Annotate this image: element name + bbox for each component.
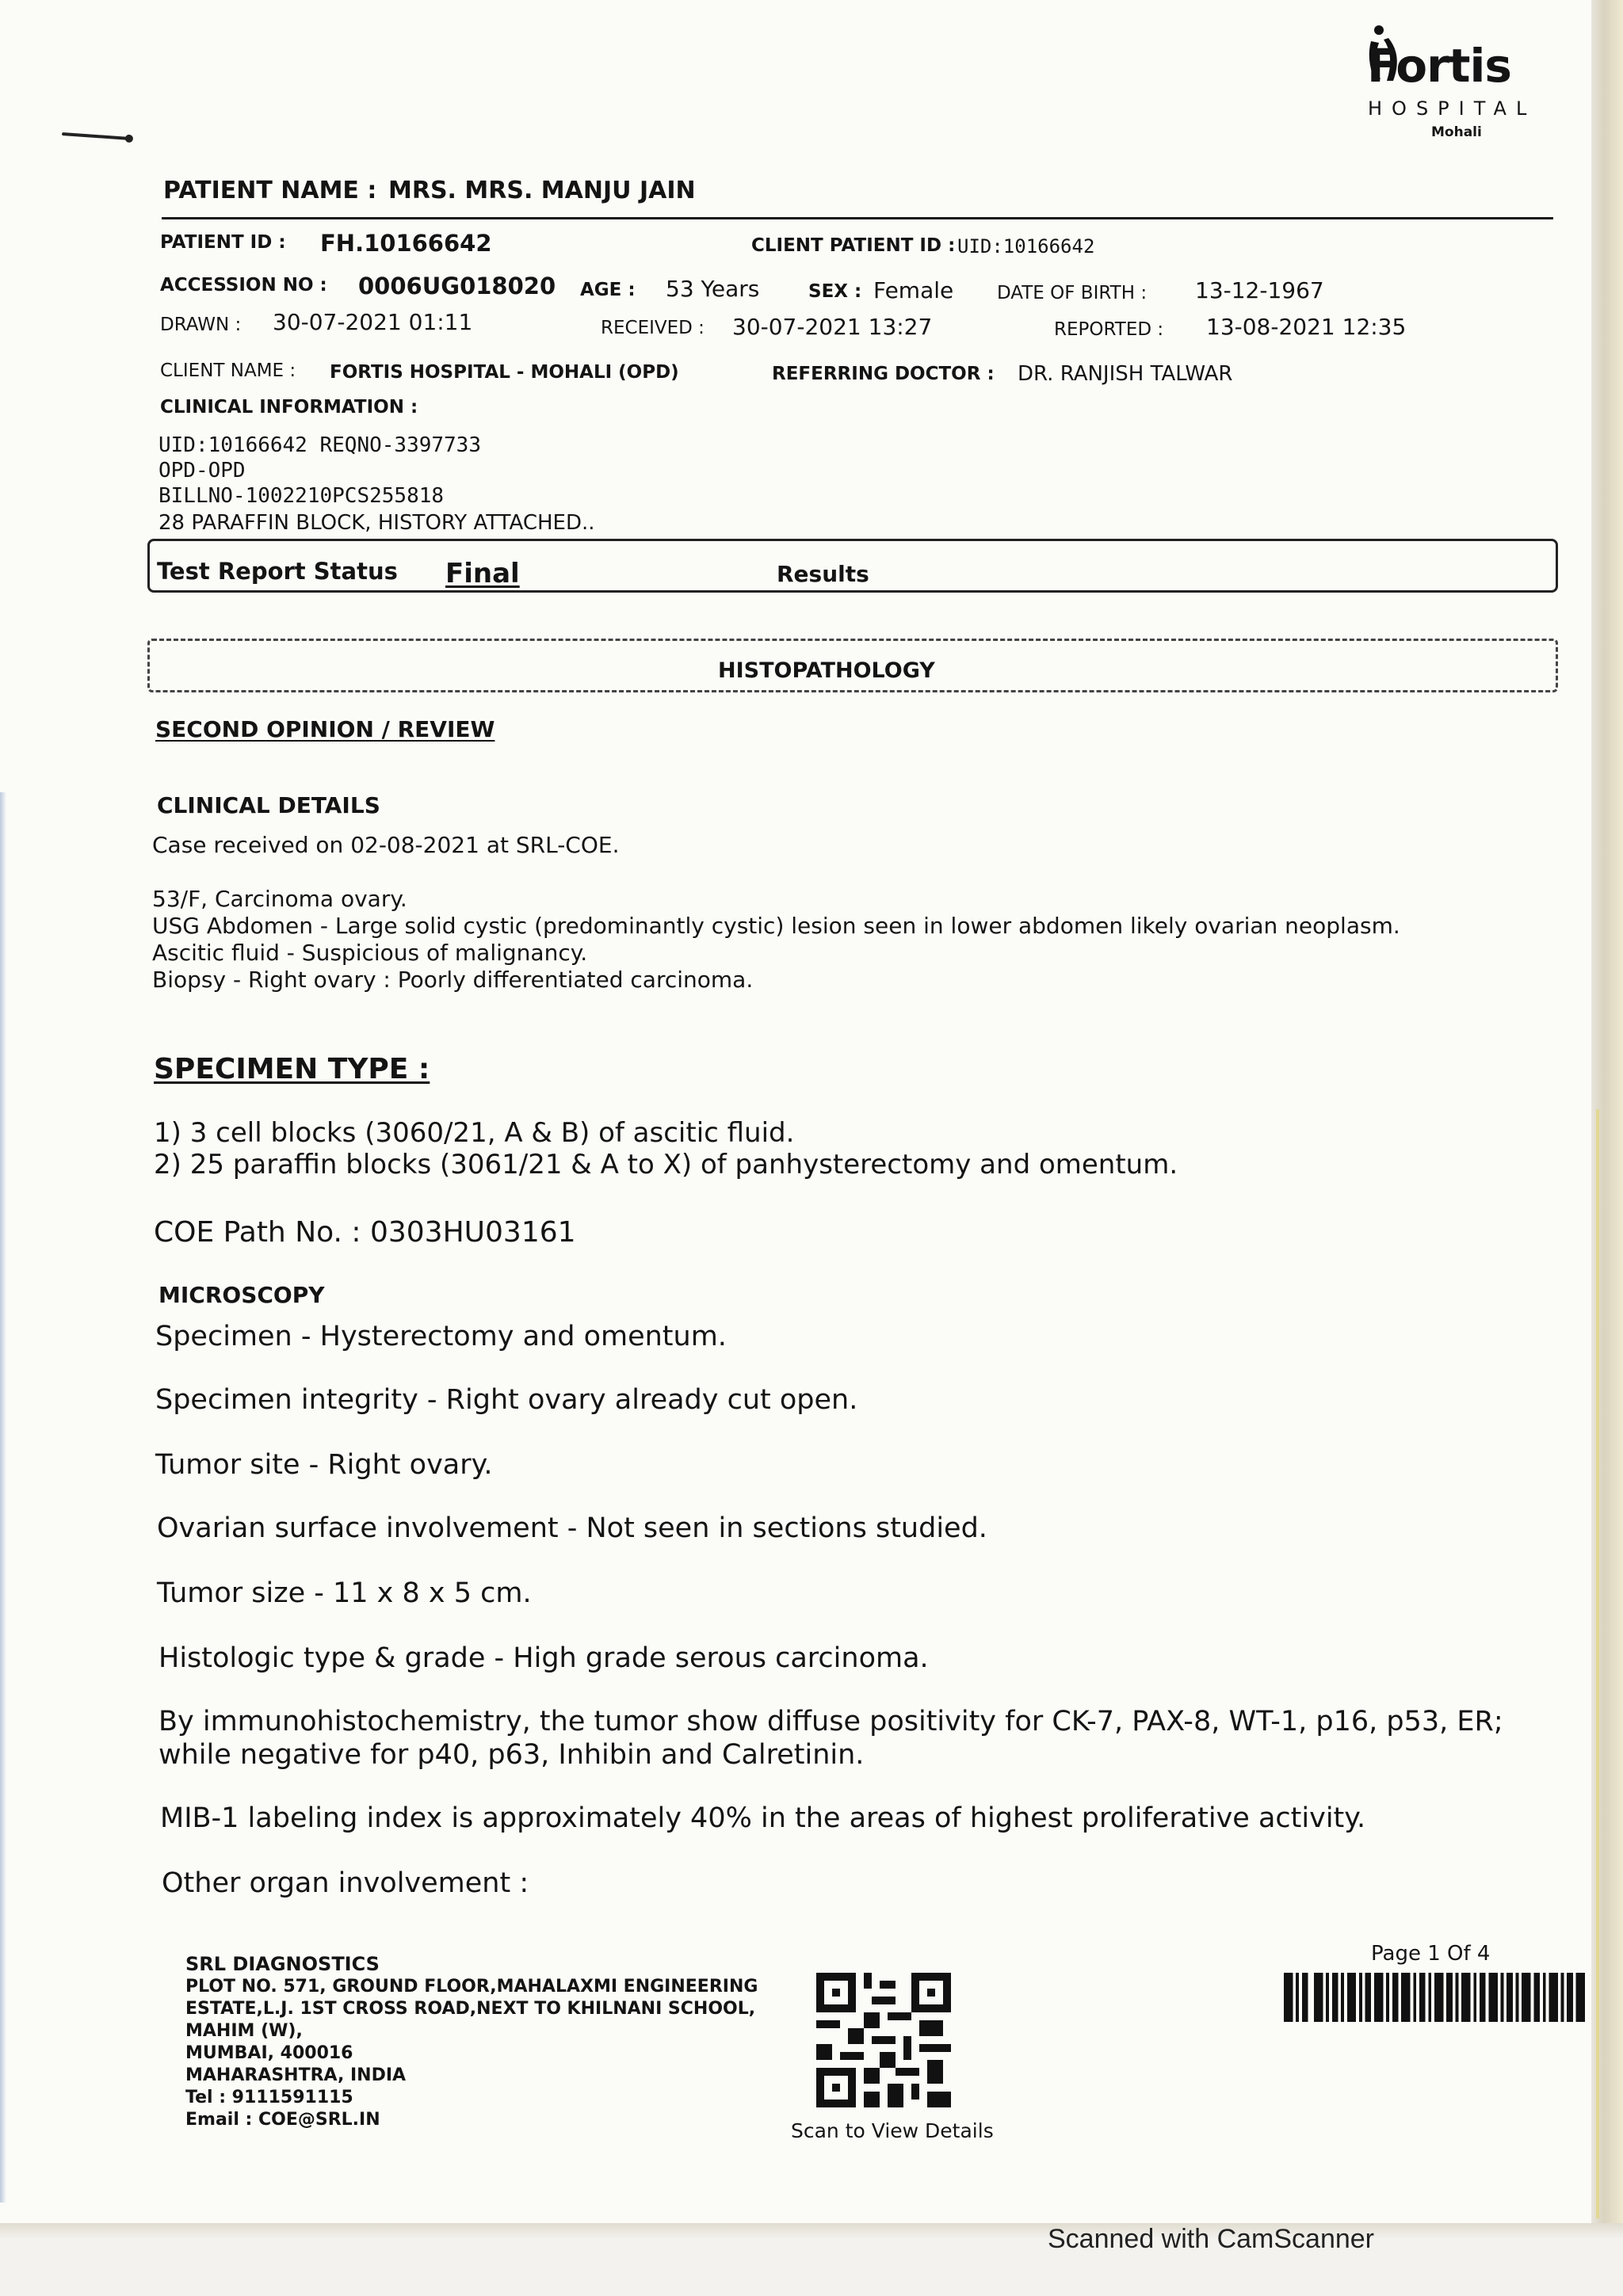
reported: 13-08-2021 12:35 [1206,314,1407,340]
lab-address-line: Email : COE@SRL.IN [185,2110,380,2130]
results-label: Results [777,561,869,587]
coe-path-no: COE Path No. : 0303HU03161 [154,1216,576,1249]
lab-address-line: PLOT NO. 571, GROUND FLOOR,MAHALAXMI ENGINEERING [185,1977,758,1997]
barcode-icon [1284,1973,1585,2022]
clinical-details-heading: CLINICAL DETAILS [157,792,380,818]
accession-label: ACCESSION NO : [160,275,327,296]
patient-name: MRS. MRS. MANJU JAIN [388,177,696,204]
clinical-info-label: CLINICAL INFORMATION : [160,397,418,418]
lab-address-line: MAHARASHTRA, INDIA [185,2065,407,2085]
report-status: Final [445,558,520,589]
case-received: Case received on 02-08-2021 at SRL-COE. [152,832,620,858]
referring-doctor: DR. RANJISH TALWAR [1018,362,1233,386]
sex: Female [873,277,954,303]
second-opinion-heading: SECOND OPINION / REVIEW [155,716,495,742]
drawn: 30-07-2021 01:11 [273,309,473,335]
dob-label: DATE OF BIRTH : [997,283,1148,303]
referring-doctor-label: REFERRING DOCTOR : [772,364,995,384]
received-label: RECEIVED : [601,318,705,338]
drawn-label: DRAWN : [160,315,242,335]
lab-address-line: Tel : 9111591115 [185,2088,353,2107]
clinical-line: USG Abdomen - Large solid cystic (predominantly cystic) lesion seen in lower abdomen likely ovarian neoplasm. [152,913,1400,939]
microscopy-line: Ovarian surface involvement - Not seen in sections studied. [157,1512,987,1544]
dob: 13-12-1967 [1195,277,1324,303]
clinical-info-line: BILLNO-1002210PCS255818 [158,484,445,508]
mib-line: MIB-1 labeling index is approximately 40% in the areas of highest proliferative activity. [160,1802,1366,1834]
microscopy-line: Histologic type & grade - High grade serous carcinoma. [158,1642,929,1674]
age-label: AGE : [580,280,636,300]
received: 30-07-2021 13:27 [732,314,933,340]
microscopy-line: Specimen integrity - Right ovary already cut open. [155,1384,858,1416]
clinical-line: Biopsy - Right ovary : Poorly differentiated carcinoma. [152,967,754,993]
patient-name-label: PATIENT NAME : [163,177,377,204]
scan-bottom-edge [0,2223,1623,2239]
ihc-line: By immunohistochemistry, the tumor show diffuse positivity for CK-7, PAX-8, WT-1, p16, p53, ER; [158,1706,1503,1737]
reported-label: REPORTED : [1054,319,1164,340]
client-patient-id: UID:10166642 [957,235,1095,257]
lab-address-line: MAHIM (W), [185,2021,303,2041]
ihc-line: while negative for p40, p63, Inhibin and Calretinin. [158,1739,865,1771]
patient-id-label: PATIENT ID : [160,232,286,253]
clinical-info-line: UID:10166642 REQNO-3397733 [158,433,481,457]
specimen-type-heading: SPECIMEN TYPE : [154,1053,430,1085]
scan-page-edge [1591,0,1623,2226]
client-patient-id-label: CLIENT PATIENT ID : [751,235,956,256]
microscopy-line: Tumor site - Right ovary. [155,1449,493,1481]
qr-code-icon[interactable] [816,1973,951,2107]
accession-no: 0006UG018020 [358,273,556,299]
scan-label: Scan to View Details [791,2119,994,2142]
age: 53 Years [666,276,760,302]
clinical-line: Ascitic fluid - Suspicious of malignancy. [152,940,588,966]
logo-city: Mohali [1431,124,1482,140]
microscopy-line: Tumor size - 11 x 8 x 5 cm. [157,1577,532,1609]
scan-left-edge [0,792,6,2203]
client-name-label: CLIENT NAME : [160,360,296,381]
specimen-line: 1) 3 cell blocks (3060/21, A & B) of ascitic fluid. [154,1117,795,1149]
sex-label: SEX : [808,281,862,302]
lab-address-line: ESTATE,L.J. 1ST CROSS ROAD,NEXT TO KHILNANI SCHOOL, [185,1999,756,2019]
logo-hospital: HOSPITAL [1368,97,1537,120]
clinical-info-line: OPD-OPD [158,459,246,482]
other-organ-line: Other organ involvement : [162,1867,529,1899]
client-name: FORTIS HOSPITAL - MOHALI (OPD) [330,362,679,383]
clinical-info-line: 28 PARAFFIN BLOCK, HISTORY ATTACHED.. [158,511,595,535]
microscopy-line: Specimen - Hysterectomy and omentum. [155,1321,727,1352]
page-number: Page 1 Of 4 [1371,1942,1491,1966]
logo-name: Fortis [1367,39,1511,93]
specimen-line: 2) 25 paraffin blocks (3061/21 & A to X) of panhysterectomy and omentum. [154,1149,1178,1180]
lab-address-line: MUMBAI, 400016 [185,2043,353,2063]
scanner-watermark: Scanned with CamScanner [1048,2224,1375,2254]
section-title: HISTOPATHOLOGY [718,658,935,683]
patient-id: FH.10166642 [320,230,492,257]
header-divider [162,217,1553,219]
lab-name: SRL DIAGNOSTICS [185,1953,380,1975]
microscopy-heading: MICROSCOPY [158,1282,325,1308]
clinical-line: 53/F, Carcinoma ovary. [152,886,407,912]
report-status-label: Test Report Status [157,558,398,585]
